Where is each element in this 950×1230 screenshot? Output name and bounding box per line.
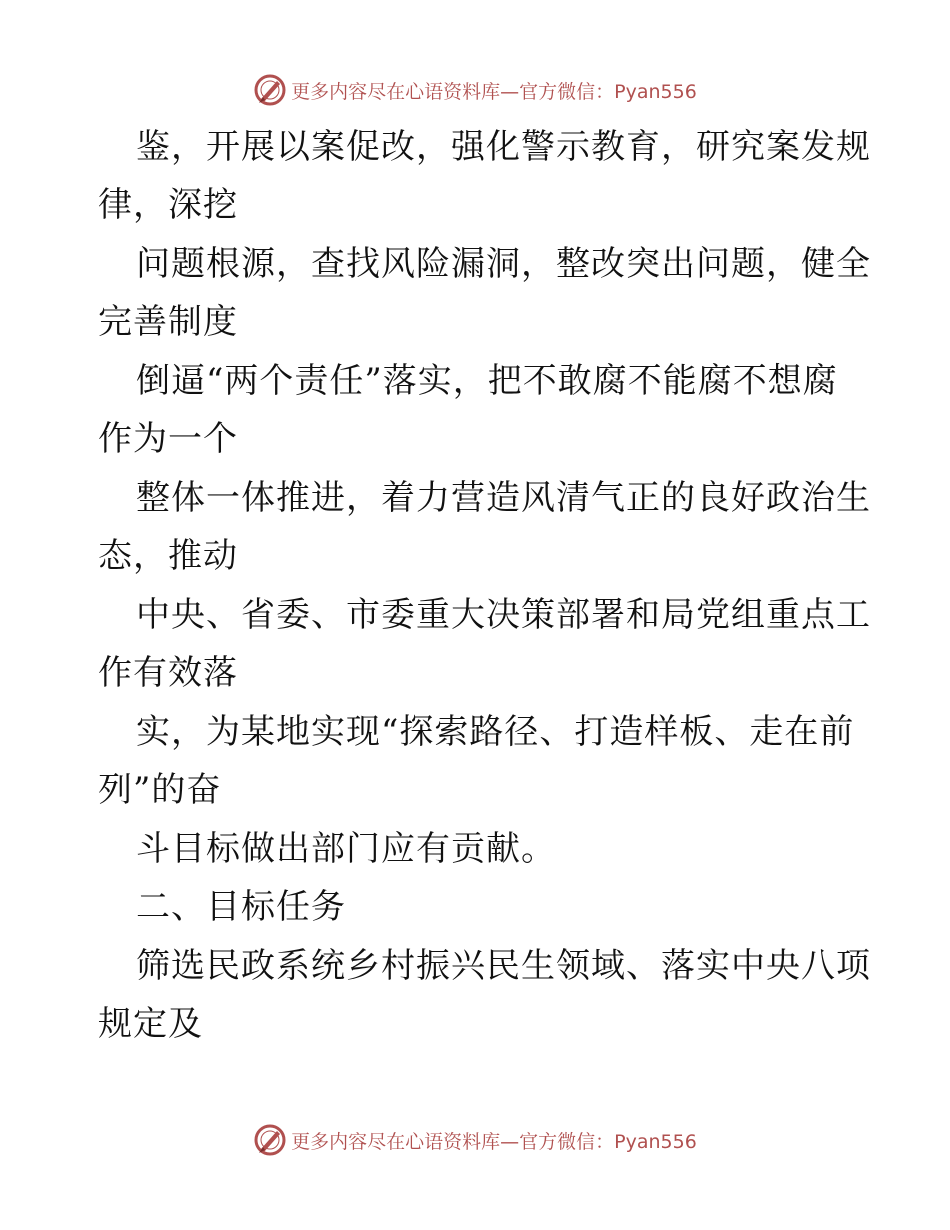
- body-line: 斗目标做出部门应有贡献。: [136, 829, 556, 869]
- body-line: 完善制度: [98, 302, 238, 342]
- body-line: 鉴，开展以案促改，强化警示教育，研究案发规: [136, 127, 871, 167]
- footer-banner-text: 更多内容尽在心语资料库—官方微信：Pyan556: [291, 1130, 697, 1153]
- header-banner: [0, 70, 950, 110]
- body-line: 筛选民政系统乡村振兴民生领域、落实中央八项: [136, 946, 871, 986]
- body-line: 作有效落: [98, 653, 238, 693]
- header-banner-text: 更多内容尽在心语资料库—官方微信：Pyan556: [291, 80, 697, 103]
- body-line: 问题根源，查找风险漏洞，整改突出问题，健全: [136, 244, 871, 284]
- footer-banner: [0, 1120, 950, 1160]
- quill-pen-logo-icon: [253, 73, 287, 107]
- body-line: 态，推动: [98, 536, 238, 576]
- quill-pen-logo-icon: [253, 1123, 287, 1157]
- body-line: 中央、省委、市委重大决策部署和局党组重点工: [136, 595, 871, 635]
- body-line: 列”的奋: [98, 770, 222, 810]
- body-line: 律，深挖: [98, 185, 238, 225]
- body-line: 实，为某地实现“探索路径、打造样板、走在前: [136, 712, 855, 752]
- body-line: 规定及: [98, 1004, 203, 1044]
- body-line: 作为一个: [98, 419, 238, 459]
- section-heading: 二、目标任务: [136, 887, 346, 927]
- body-line: 整体一体推进，着力营造风清气正的良好政治生: [136, 478, 871, 518]
- body-line: 倒逼“两个责任”落实，把不敢腐不能腐不想腐: [136, 361, 838, 401]
